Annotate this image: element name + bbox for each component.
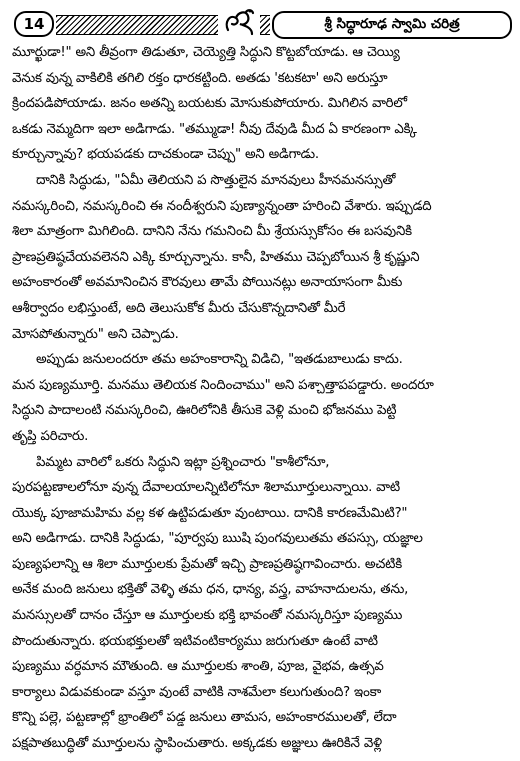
text-line: ఒకడు నెమ్మదిగా ఇలా అడిగాడు. "తమ్ముడా! నీవు దేవుడి మీద ఏ కారణంగా ఎక్కి [12,121,417,137]
text-line: ప్రాణప్రతిష్ఠచేయవలెనని ఎక్కి కూర్చున్నాను. కానీ, హితము చెప్పబోయిన శ్రీ కృష్ణుని [12,249,420,265]
text-line: మోసపోతున్నారు" అని చెప్పాడు. [12,326,179,342]
text-line: శిలా మాత్రంగా మిగిలింది. దానిని నేను గమనించి మీ శ్రేయస్సుకోసం ఈ బసవునికి [12,224,412,240]
text-line: మూర్ఖుడా!" అని తీవ్రంగా తిడుతూ, చెయ్యెత్తి సిద్ధుని కొట్టబోయాడు. ఆ చెయ్యి [12,45,400,60]
running-title: శ్రీ సిద్ధారూఢ స్వామి చరిత్ర [272,11,512,39]
text-line: పుణ్యఫలాన్ని ఆ శిలా మూర్తులకు ప్రేమతో ఇచ్చి ప్రాణప్రతిష్ఠగావించారు. అచటికి [12,556,402,572]
text-line: దానికి సిద్ధుడు, "ఏమీ తెలియని ప సొత్తులైన మానవులు హీనమనస్సుతో [36,172,396,188]
page-number: 14 [14,11,54,37]
om-logo-icon [222,8,258,38]
text-line: అహంకారంతో అవమానించిన కౌరవులు తామే పోయినట్లు అనాయాసంగా మీకు [12,275,403,291]
text-line: కూర్చున్నావు? భయపడకు దాచకుండా చెప్పు" అని అడిగాడు. [12,147,319,163]
page-header [12,8,510,40]
text-line: క్రిందపడిపోయాడు. జనం అతన్ని బయటకు మోసుకుపోయారు. మిగిలిన వారిలో [12,96,407,112]
text-line: పొందుతున్నారు. భయభక్తులతో ఇటివంటికార్యము జరుగుతూ ఉంటే వాటి [12,633,378,649]
text-line: మన పుణ్యమూర్తి. మనము తెలియక నిందించాము" అని పశ్చాత్తాపపడ్డారు. అందరూ [12,377,434,393]
text-line: వెనుక వున్న వాకిలికి తగిలి రక్తం ధారకట్టింది. అతడు 'కటకటా' అని అరుస్తూ [12,70,388,86]
text-line: అనేక మంది జనులు భక్తితో వెళ్ళి తమ ధన, ధాన్య, వస్త్ర, వాహనాదులను, తను, [12,582,409,598]
text-line: పిమ్మట వారిలో ఒకరు సిద్ధుని ఇట్లా ప్రశ్నించారు "కాశీలోనూ, [36,454,330,470]
text-line: పుణ్యము వర్ధమాన మౌతుంది. ఆ మూర్తులకు శాంతి, పూజ, వైభవ, ఉత్సవ [12,659,384,675]
text-line: మనస్సులతో దానం చేస్తూ ఆ మూర్తులకు భక్తి భావంతో నమస్కరిస్తూ పుణ్యము [12,608,403,624]
text-line: నమస్కరించి, నమస్కరించి ఈ నందీశ్వరుని పుణ్యాన్నంతా హరించి వేశారు. ఇప్పుడది [12,198,432,214]
text-line: సిద్ధుని పాదాలంటి నమస్కరించి, ఊరిలోనికి తీసుకె వెళ్లి మంచి భోజనము పెట్టి [12,403,397,419]
text-line: యొక్క పూజామహిమ వల్ల కళ ఉట్టిపడుతూ వుంటాయి. దానికి కారణమేమిటి?" [12,505,408,521]
text-line: కార్యాలు విడువకుండా వస్తూ వుంటే వాటికి నాశమేలా కలుగుతుంది? ఇంకా [12,684,382,700]
text-line: కొన్ని పల్లె, పట్టణాల్లో భ్రాంతిలో పడ్డ జనులు తామస, అహంకారములతో, లేదా [12,710,397,726]
text-line: పురపట్టణాలలోనూ వున్న దేవాలయాలన్నిటిలోనూ శిలామూర్తులున్నాయి. వాటి [12,480,400,496]
body-text [12,40,509,757]
text-line: అని అడిగాడు. దానికి సిద్ధుడు, "పూర్వపు ఋషి పుంగవులుతమ తపస్సు, యజ్ఞాల [12,531,423,547]
header-hatch-mid [260,15,270,35]
text-line: తృప్తి పరిచారు. [12,428,89,444]
text-line: ఆశీర్వాదం లభిస్తుంటే, అది తెలుసుకోక మీరు చేసుకొన్నదానితో మీరే [12,300,346,316]
text-line: పక్షపాతబుద్ధితో మూర్తులను స్థాపించుతారు. అక్కడకు అజ్ఞులు ఊరికినే వెళ్లి [12,736,382,752]
header-hatch-left [56,15,218,35]
text-line: అప్పుడు జనులందరూ తమ అహంకారాన్ని విడిచి, "ఇతడుబాలుడు కాదు. [36,352,403,368]
